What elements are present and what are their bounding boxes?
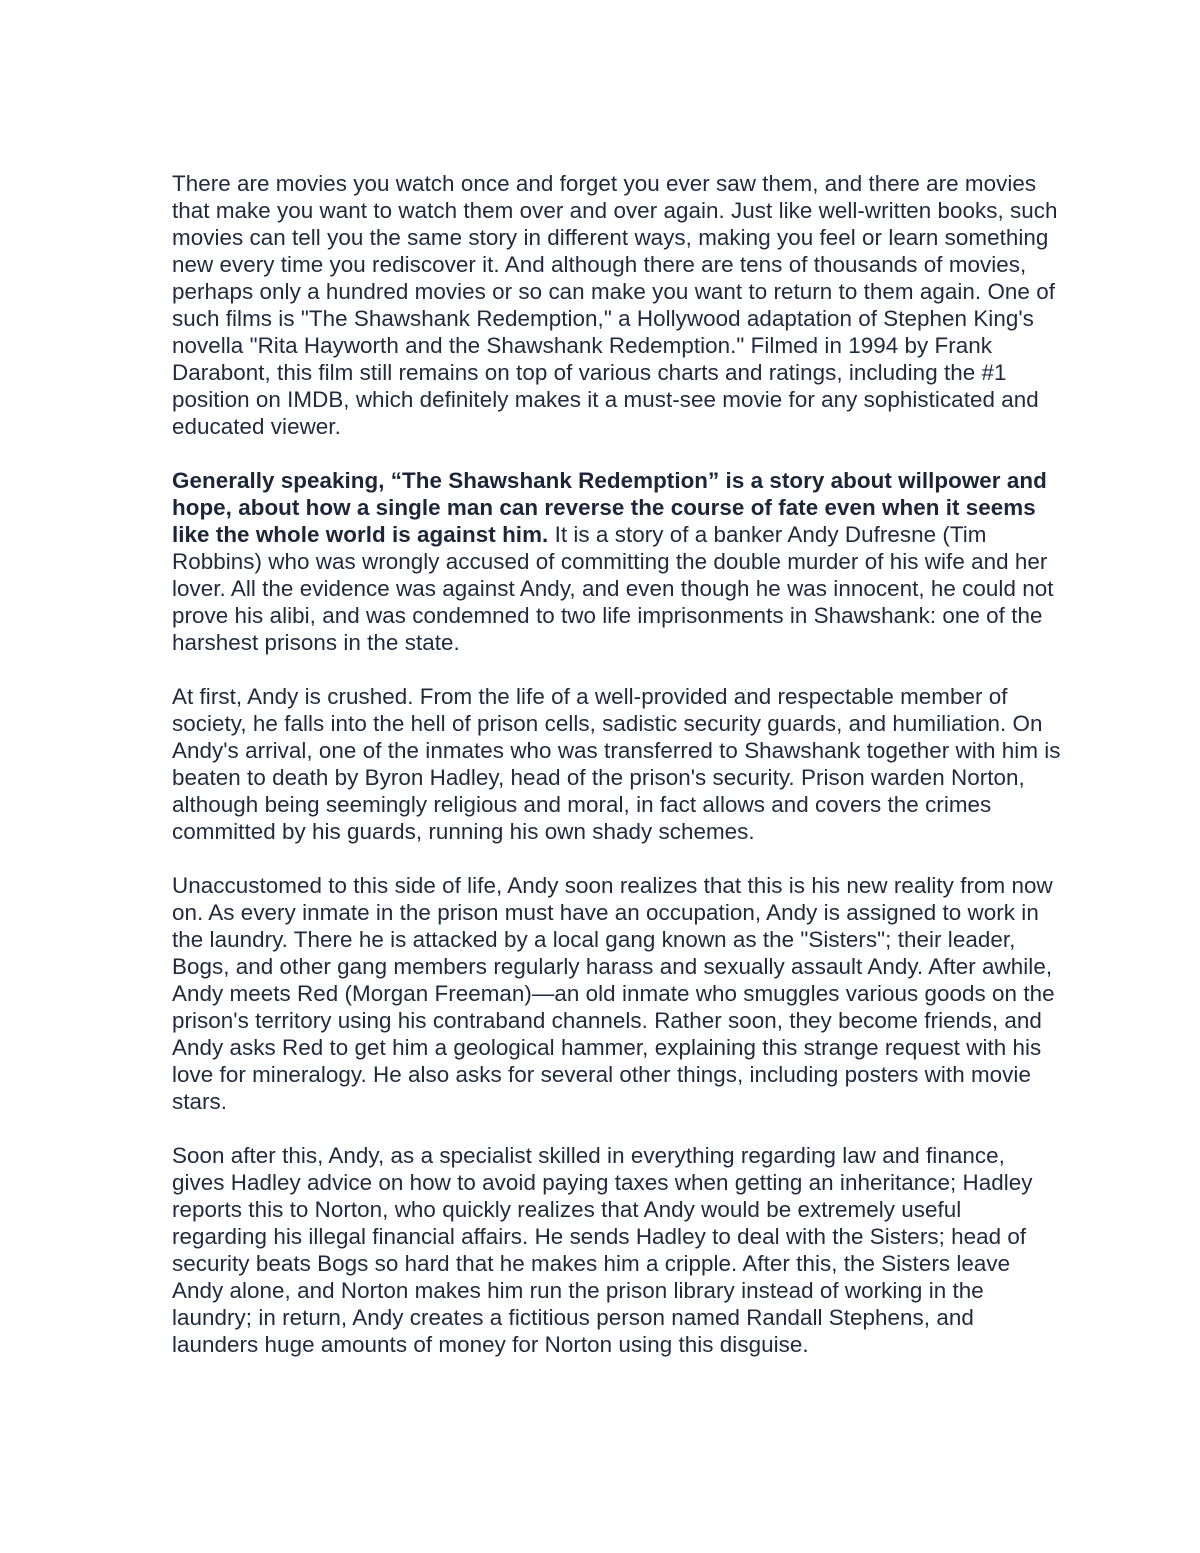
paragraph-laundry — [172, 872, 1062, 1115]
paragraph-arrival — [172, 683, 1062, 845]
document-body — [172, 170, 1062, 1385]
paragraph-premise-text: It is a story of a banker Andy Dufresne (Tim Robbins) who was wrongly accused of committing the double murder of his wife and her lover. All the evidence was against Andy, and even though he was innocent, he could not prove his alibi, and was condemned to two life imprisonments in Shawshank: one of the harshest prisons in the state. — [172, 522, 1054, 655]
paragraph-arrival-text: At first, Andy is crushed. From the life of a well-provided and respectable member of society, he falls into the hell of prison cells, sadistic security guards, and humiliation. On Andy's arrival, one of the inmates who was transferred to Shawshank together with him is beaten to death by Byron Hadley, head of the prison's security. Prison warden Norton, although being seemingly religious and moral, in fact allows and covers the crimes committed by his guards, running his own shady schemes. — [172, 684, 1061, 844]
paragraph-finance-text: Soon after this, Andy, as a specialist skilled in everything regarding law and finance, gives Hadley advice on how to avoid paying taxes when getting an inheritance; Hadley reports this to Norton, who quickly realizes that Andy would be extremely useful regarding his illegal financial affairs. He sends Hadley to deal with the Sisters; head of security beats Bogs so hard that he makes him a cripple. After this, the Sisters leave Andy alone, and Norton makes him run the prison library instead of working in the laundry; in return, Andy creates a fictitious person named Randall Stephens, and launders huge amounts of money for Norton using this disguise. — [172, 1143, 1033, 1357]
paragraph-intro — [172, 170, 1062, 440]
paragraph-finance — [172, 1142, 1062, 1358]
paragraph-intro-text: There are movies you watch once and forget you ever saw them, and there are movies that make you want to watch them over and over again. Just like well-written books, such movies can tell you the same story in different ways, making you feel or learn something new every time you rediscover it. And although there are tens of thousands of movies, perhaps only a hundred movies or so can make you want to return to them again. One of such films is "The Shawshank Redemption," a Hollywood adaptation of Stephen King's novella "Rita Hayworth and the Shawshank Redemption." Filmed in 1994 by Frank Darabont, this film still remains on top of various charts and ratings, including the #1 position on IMDB, which definitely makes it a must-see movie for any sophisticated and educated viewer. — [172, 171, 1058, 439]
paragraph-premise — [172, 467, 1062, 656]
paragraph-premise-thesis: Generally speaking, “The Shawshank Redemption” is a story about willpower and hope, about how a single man can reverse the course of fate even when it seems like the whole world is against him. — [172, 468, 1047, 547]
paragraph-laundry-text: Unaccustomed to this side of life, Andy soon realizes that this is his new reality from now on. As every inmate in the prison must have an occupation, Andy is assigned to work in the laundry. There he is attacked by a local gang known as the "Sisters"; their leader, Bogs, and other gang members regularly harass and sexually assault Andy. After awhile, Andy meets Red (Morgan Freeman)—an old inmate who smuggles various goods on the prison's territory using his contraband channels. Rather soon, they become friends, and Andy asks Red to get him a geological hammer, explaining this strange request with his love for mineralogy. He also asks for several other things, including posters with movie stars. — [172, 873, 1055, 1114]
